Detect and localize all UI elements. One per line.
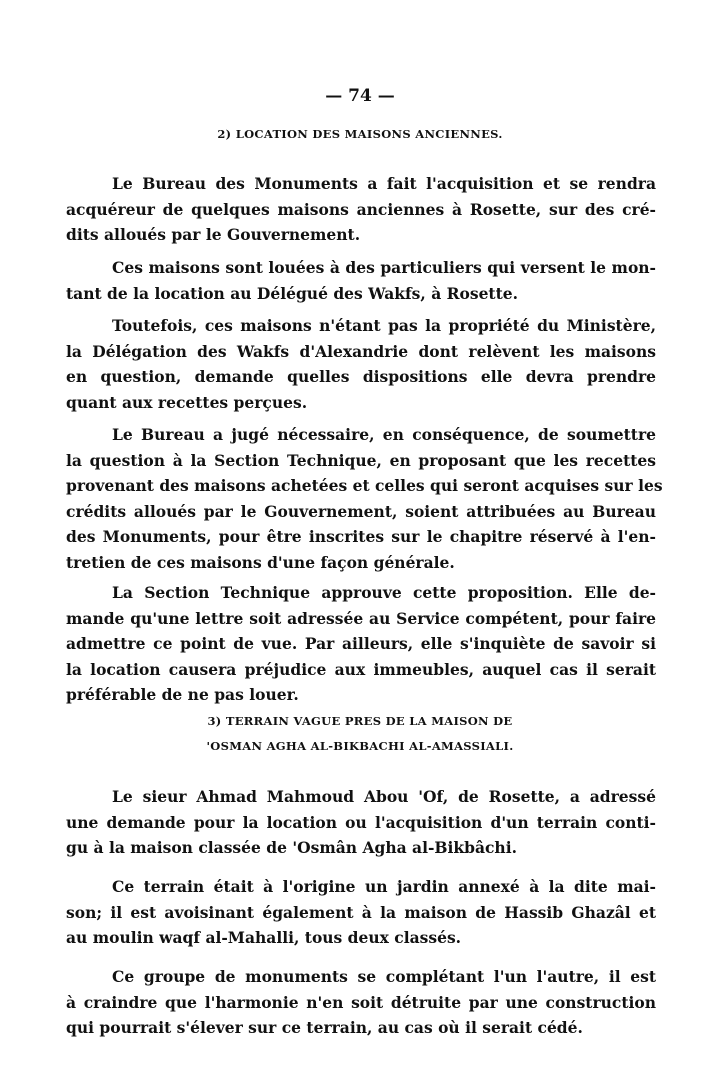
text-line: Le sieur Ahmad Mahmoud Abou 'Of, de Rosette, a adressé (112, 787, 656, 806)
text-line: dits alloués par le Gouvernement. (66, 225, 361, 244)
text-line: tretien de ces maisons d'une façon générale. (66, 552, 455, 572)
text-line: mande qu'une lettre soit adressée au Service compétent, pour faire (66, 608, 656, 628)
text-line: Le Bureau des Monuments a fait l'acquisition et se rendra (112, 174, 656, 193)
text-line: Le Bureau a jugé nécessaire, en conséquence, de soumettre (112, 425, 656, 444)
text-line: admettre ce point de vue. Par ailleurs, elle s'inquiète de savoir si (66, 634, 656, 653)
section-heading-2: 2) LOCATION DES MAISONS ANCIENNES. (217, 127, 503, 141)
text-line: en question, demande quelles dispositions elle devra prendre (66, 367, 656, 386)
paragraph (66, 784, 656, 861)
paragraph (66, 313, 656, 415)
text-line: la Délégation des Wakfs d'Alexandrie dont relèvent les maisons (66, 341, 656, 361)
text-line: des Monuments, pour être inscrites sur le chapitre réservé à l'en- (66, 527, 656, 546)
section-heading-3-line-2: 'OSMAN AGHA AL-BIKBACHI AL-AMASSIALI. (206, 739, 514, 753)
text-line: acquéreur de quelques maisons anciennes à Rosette, sur des cré- (66, 199, 656, 219)
text-line: La Section Technique approuve cette proposition. Elle de- (112, 583, 656, 602)
text-line: qui pourrait s'élever sur ce terrain, au cas où il serait cédé. (66, 1018, 583, 1037)
text-line: crédits alloués par le Gouvernement, soient attribuées au Bureau (66, 501, 656, 521)
text-line: tant de la location au Délégué des Wakfs, à Rosette. (66, 283, 519, 303)
paragraph (66, 964, 656, 1041)
paragraph (66, 255, 656, 306)
text-line: la question à la Section Technique, en proposant que les recettes (66, 450, 656, 470)
paragraph (66, 874, 656, 951)
text-line: préférable de ne pas louer. (66, 685, 299, 704)
text-line: provenant des maisons achetées et celles qui seront acquises sur les (66, 476, 663, 495)
page-number: — 74 — (325, 86, 395, 106)
text-line: à craindre que l'harmonie n'en soit détruite par une construction (66, 992, 656, 1012)
text-line: gu à la maison classée de 'Osmân Agha al-Bikbâchi. (66, 838, 517, 857)
text-line: Toutefois, ces maisons n'étant pas la propriété du Ministère, (112, 316, 656, 335)
section-heading-3-line-1: 3) TERRAIN VAGUE PRES DE LA MAISON DE (207, 714, 513, 728)
text-line: quant aux recettes perçues. (66, 392, 308, 412)
text-line: Ce terrain était à l'origine un jardin annexé à la dite mai- (112, 877, 656, 896)
text-line: Ce groupe de monuments se complétant l'un l'autre, il est (112, 967, 656, 986)
text-line: au moulin waqf al-Mahalli, tous deux classés. (66, 928, 462, 947)
text-line: Ces maisons sont louées à des particuliers qui versent le mon- (112, 258, 656, 277)
paragraph (66, 580, 656, 708)
paragraph (66, 422, 663, 575)
paragraph (66, 171, 656, 248)
text-line: une demande pour la location ou l'acquisition d'un terrain conti- (66, 812, 656, 832)
text-line: son; il est avoisinant également à la maison de Hassib Ghazâl et (66, 902, 656, 922)
text-line: la location causera préjudice aux immeubles, auquel cas il serait (66, 659, 656, 679)
